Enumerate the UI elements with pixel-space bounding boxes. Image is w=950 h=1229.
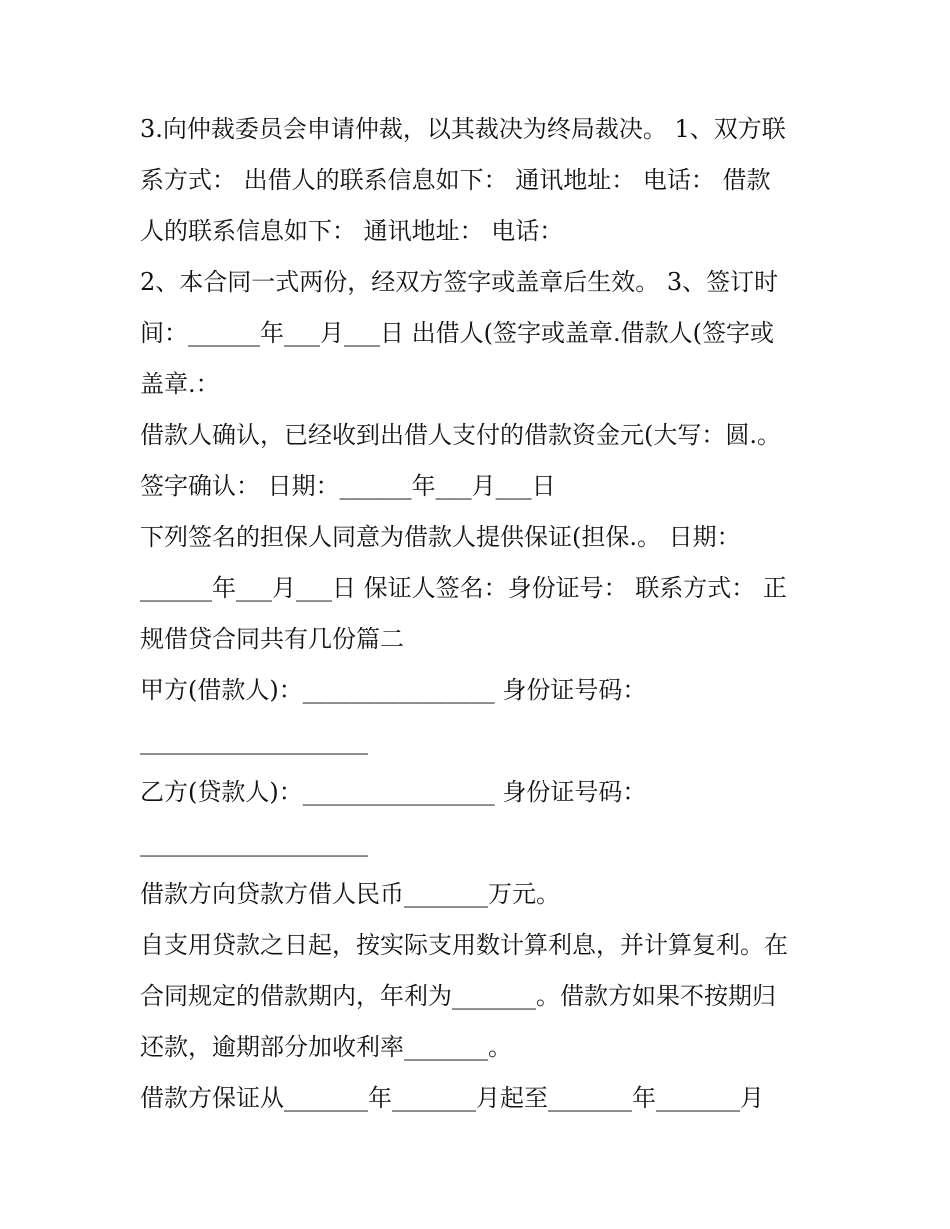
text-line: 借款人确认，已经收到出借人支付的借款资金元(大写：圆.。 — [140, 421, 781, 449]
text-line: 自支用贷款之日起，按实际支用数计算利息，并计算复利。在 — [140, 931, 788, 959]
text-line: 规借贷合同共有几份篇二 — [140, 625, 404, 653]
party-a-id-blank: ___________________ — [140, 727, 368, 755]
text-line: 借款方保证从_______年_______月起至_______年_______月 — [140, 1084, 764, 1112]
text-line: 3.向仲裁委员会申请仲裁，以其裁决为终局裁决。 1、双方联 — [140, 115, 786, 143]
party-b-id-blank: ___________________ — [140, 829, 368, 857]
text-line: 人的联系信息如下： 通讯地址： 电话： — [140, 217, 564, 245]
document-body — [140, 104, 820, 1124]
text-line: 签字确认： 日期：______年___月___日 — [140, 472, 556, 500]
text-line: 间：______年___月___日 出借人(签字或盖章.借款人(签字或 — [140, 319, 774, 347]
text-line: 还款，逾期部分加收利率_______。 — [140, 1033, 512, 1061]
text-line: ______年___月___日 保证人签名：身份证号： 联系方式： 正 — [140, 574, 787, 602]
text-line: 合同规定的借款期内，年利为_______。借款方如果不按期归 — [140, 982, 776, 1010]
text-line: 盖章.： — [140, 370, 220, 398]
text-line: 下列签名的担保人同意为借款人提供保证(担保.。 日期： — [140, 523, 741, 551]
party-a-line: 甲方(借款人)：________________ 身份证号码： — [140, 676, 647, 704]
party-b-line: 乙方(贷款人)：________________ 身份证号码： — [140, 778, 647, 806]
text-line: 2、本合同一式两份，经双方签字或盖章后生效。 3、签订时 — [140, 268, 779, 296]
text-line: 系方式： 出借人的联系信息如下： 通讯地址： 电话： 借款 — [140, 166, 771, 194]
text-line: 借款方向贷款方借人民币_______万元。 — [140, 880, 560, 908]
